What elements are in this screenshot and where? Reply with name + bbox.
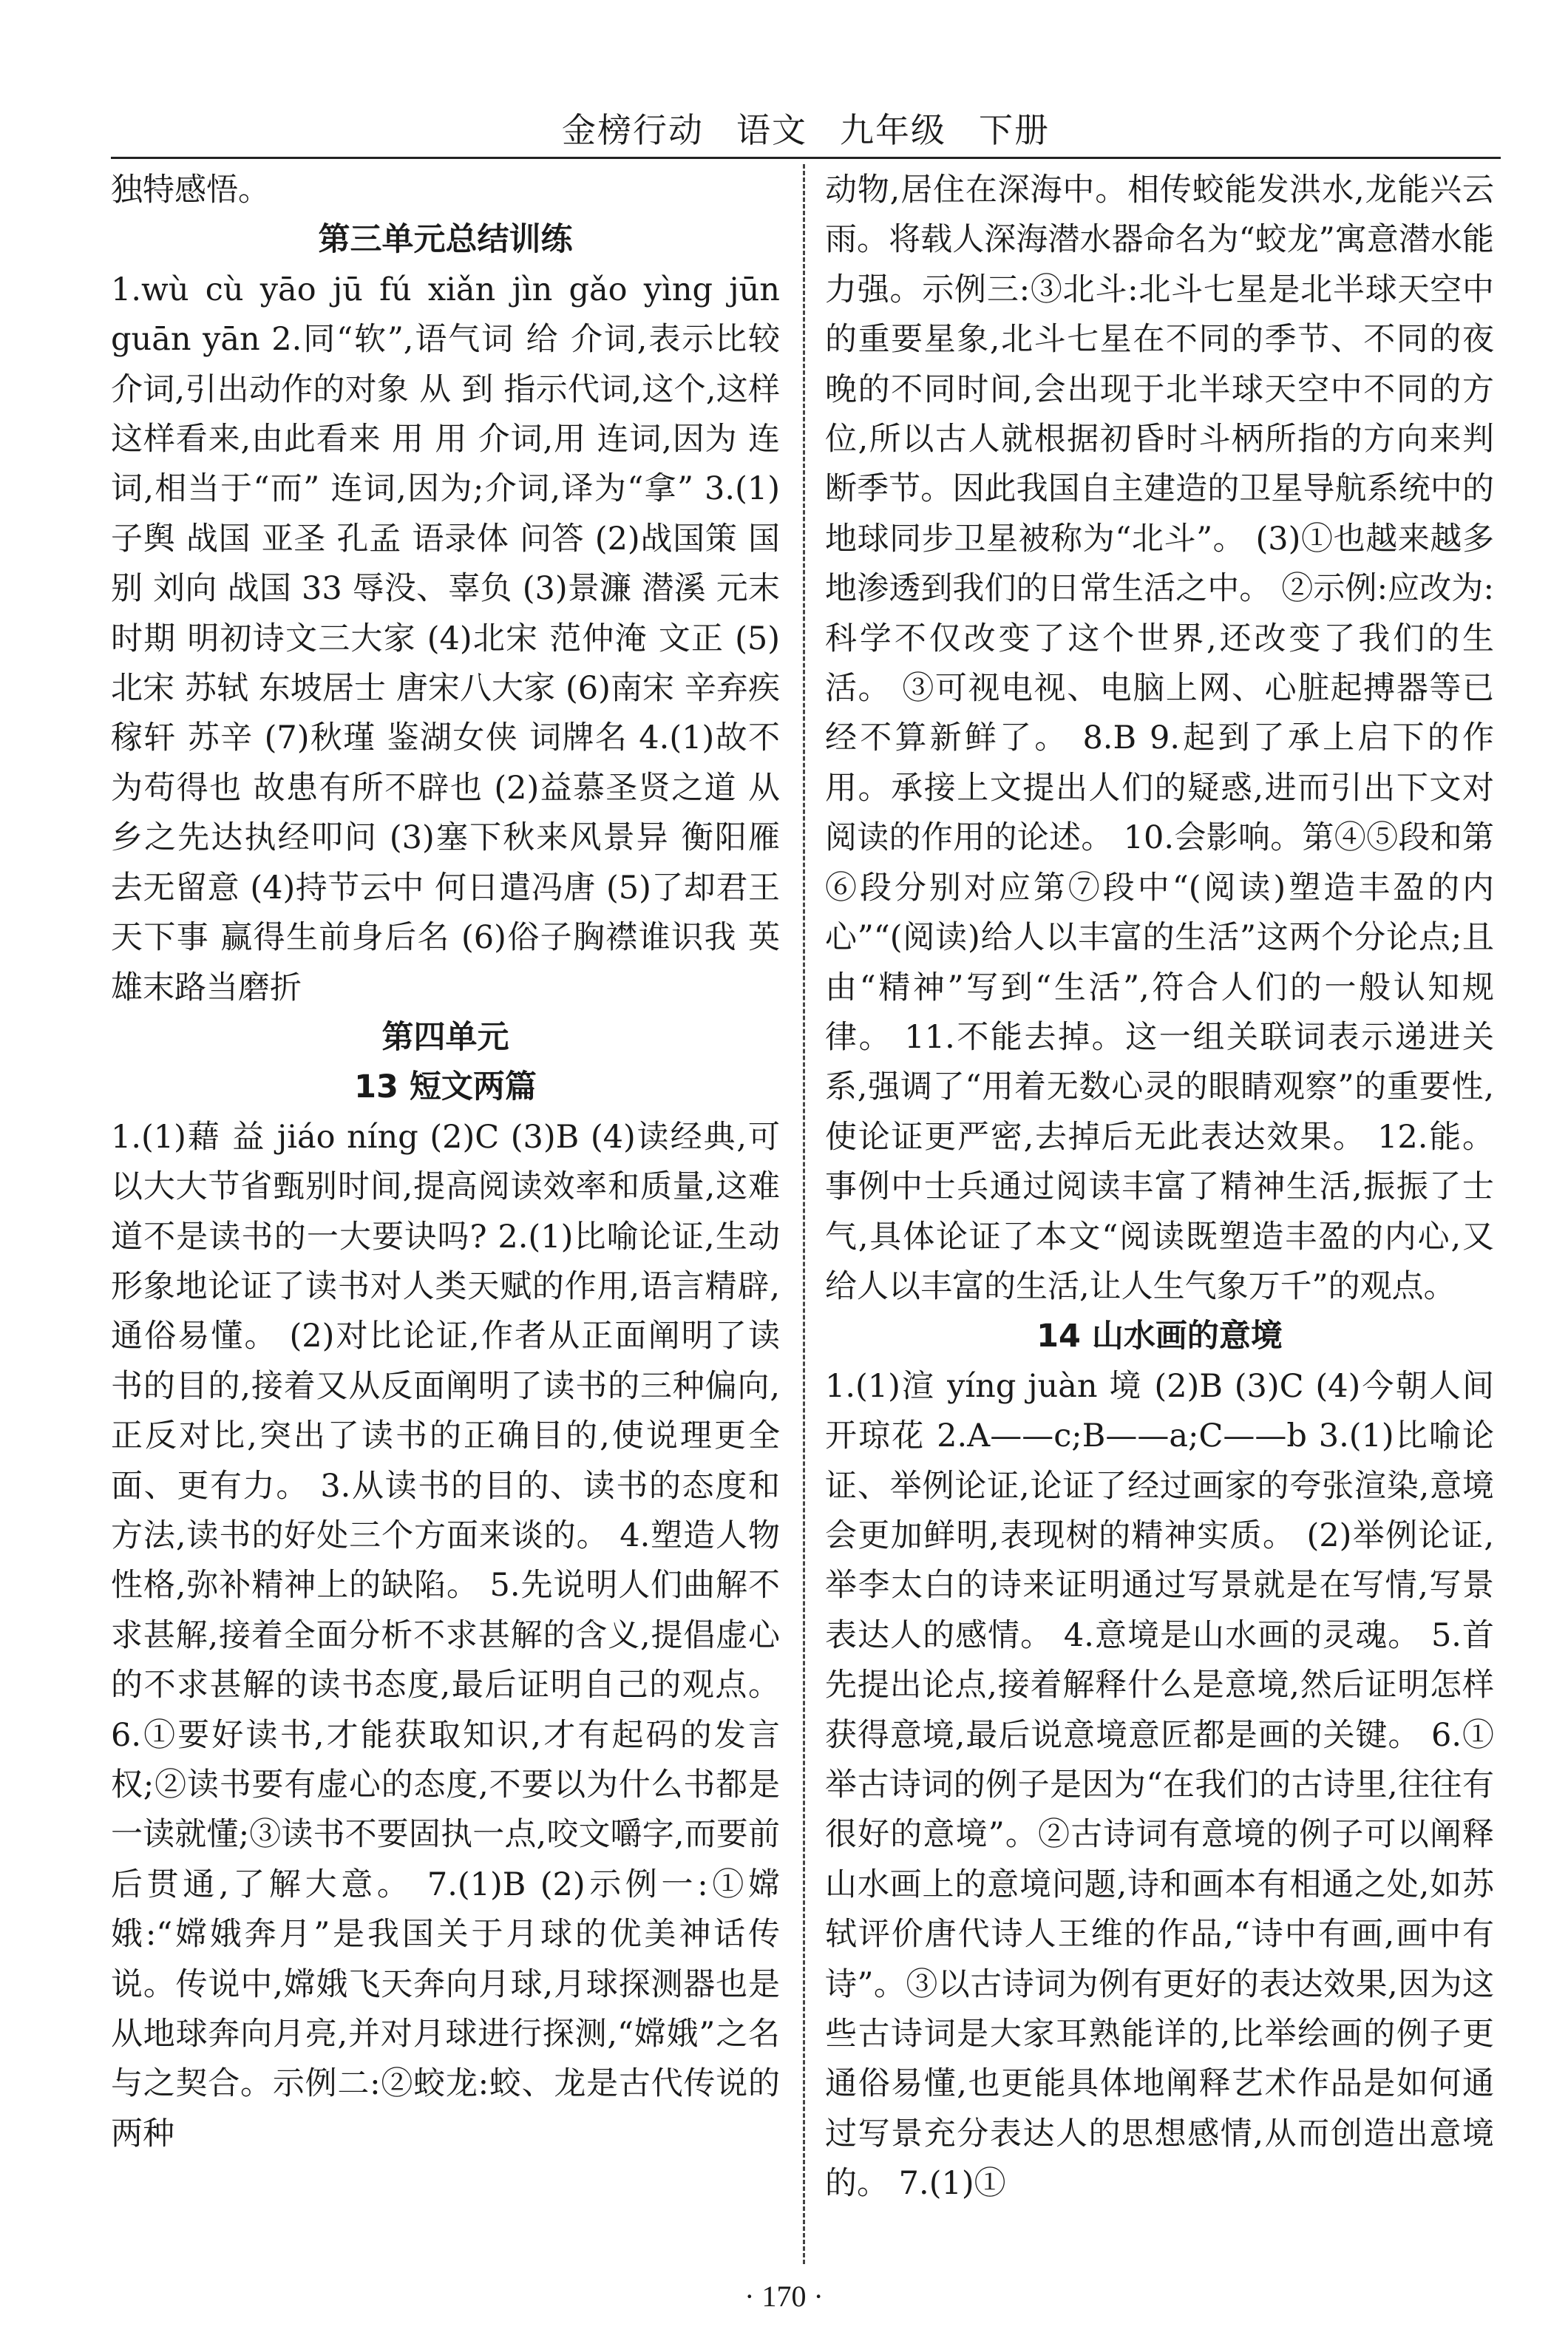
header-volume: 下册	[979, 110, 1050, 150]
unit4-heading: 第四单元	[381, 1018, 509, 1056]
lesson13-answers-continued: 动物,居住在深海中。相传蛟能发洪水,龙能兴云雨。将载人深海潜水器命名为“蛟龙”寓意潜水能力强。示例三:③北斗:北斗七星是北半球天空中的重要星象,北斗七星在不同的季节、不同的夜晚的不同时间,会出现于北半球天空中不同的方位,所以古人就根据初昏时斗柄所指的方向来判断季节。因此我国自主建造的卫星导航系统中的地球同步卫星被称为“北斗”。 (3)①也越来越多地渗透到我们的日常生活之中。 ②示例:应改为:科学不仅改变了这个世界,还改变了我们的生活。 ③可视电视、电脑上网、心脏起搏器等已经不算新鲜了。 8.B 9.起到了承上启下的作用。承接上文提出人们的疑惑,进而引出下文对阅读的作用的论述。 10.会影响。第④⑤段和第⑥段分别对应第⑦段中“(阅读)塑造丰盈的内心”“(阅读)给人以丰富的生活”这两个分论点;且由“精神”写到“生活”,符合人们的一般认知规律。 11.不能去掉。这一组关联词表示递进关系,强调了“用着无数心灵的眼睛观察”的重要性,使论证更严密,去掉后无此表达效果。 12.能。事例中士兵通过阅读丰富了精神生活,振振了士气,具体论证了本文“阅读既塑造丰盈的内心,又给人以丰富的生活,让人生气象万千”的观点。	[825, 172, 1494, 1305]
header-series: 金榜行动	[562, 110, 704, 150]
right-column	[825, 166, 1494, 2280]
lesson13-heading: 13 短文两篇	[354, 1068, 537, 1106]
lesson14-heading: 14 山水画的意境	[1036, 1318, 1283, 1355]
lesson13-answers: 1.(1)藉 益 jiáo níng (2)C (3)B (4)读经典,可以大大节省甄别时间,提高阅读效率和质量,这难道不是读书的一大要诀吗? 2.(1)比喻论证,生动形象地论证了读书对人类天赋的作用,语言精辟,通俗易懂。 (2)对比论证,作者从正面阐明了读书的目的,接着又从反面阐明了读书的三种偏向,正反对比,突出了读书的正确目的,使说理更全面、更有力。 3.从读书的目的、读书的态度和方法,读书的好处三个方面来谈的。 4.塑造人物性格,弥补精神上的缺陷。 5.先说明人们曲解不求甚解,接着全面分析不求甚解的含义,提倡虚心的不求甚解的读书态度,最后证明自己的观点。 6.①要好读书,才能获取知识,才有起码的发言权;②读书要有虚心的态度,不要以为什么书都是一读就懂;③读书不要固执一点,咬文嚼字,而要前后贯通,了解大意。 7.(1)B (2)示例一:①嫦娥:“嫦娥奔月”是我国关于月球的优美神话传说。传说中,嫦娥飞天奔向月球,月球探测器也是从地球奔向月亮,并对月球进行探测,“嫦娥”之名与之契合。示例二:②蛟龙:蛟、龙是古代传说的两种	[111, 1118, 780, 2152]
header-grade: 九年级	[840, 110, 946, 150]
page-header	[111, 104, 1501, 155]
page-number: · 170 ·	[744, 2280, 824, 2313]
left-column	[111, 166, 780, 2280]
header-rule	[111, 157, 1501, 159]
header-subject: 语文	[736, 110, 807, 150]
unit3-answers: 1.wù cù yāo jū fú xiǎn jìn gǎo yìng jūn guān yān 2.同“软”,语气词 给 介词,表示比较 介词,引出动作的对象 从 到 指示代词,这个,这样 这样看来,由此看来 用 用 介词,用 连词,因为 连词,相当于“而” 连词,因为;介词,译为“拿” 3.(1)子舆 战国 亚圣 孔孟 语录体 问答 (2)战国策 国别 刘向 战国 33 辱没、辜负 (3)景濂 潜溪 元末时期 明初诗文三大家 (4)北宋 范仲淹 文正 (5)北宋 苏轼 东坡居士 唐宋八大家 (6)南宋 辛弃疾 稼轩 苏辛 (7)秋瑾 鉴湖女侠 词牌名 4.(1)故不为苟得也 故患有所不辟也 (2)益慕圣贤之道 从乡之先达执经叩问 (3)塞下秋来风景异 衡阳雁去无留意 (4)持节云中 何日遣冯唐 (5)了却君王天下事 赢得生前身后名 (6)俗子胸襟谁识我 英雄末路当磨折	[111, 271, 780, 1006]
column-divider	[803, 164, 805, 2264]
intro-text: 独特感悟。	[111, 172, 270, 209]
unit3-heading: 第三单元总结训练	[318, 221, 573, 259]
lesson14-answers: 1.(1)渲 yíng juàn 境 (2)B (3)C (4)今朝人间开琼花 2.A——c;B——a;C——b 3.(1)比喻论证、举例论证,论证了经过画家的夸张渲染,意境会更加鲜明,表现树的精神实质。 (2)举例论证,举李太白的诗来证明通过写景就是在写情,写景表达人的感情。 4.意境是山水画的灵魂。 5.首先提出论点,接着解释什么是意境,然后证明怎样获得意境,最后说意境意匠都是画的关键。 6.①举古诗词的例子是因为“在我们的古诗里,往往有很好的意境”。②古诗词有意境的例子可以阐释山水画上的意境问题,诗和画本有相通之处,如苏轼评价唐代诗人王维的作品,“诗中有画,画中有诗”。③以古诗词为例有更好的表达效果,因为这些古诗词是大家耳熟能详的,比举绘画的例子更通俗易懂,也更能具体地阐释艺术作品是如何通过写景充分表达人的思想感情,从而创造出意境的。 7.(1)①	[825, 1367, 1494, 2203]
